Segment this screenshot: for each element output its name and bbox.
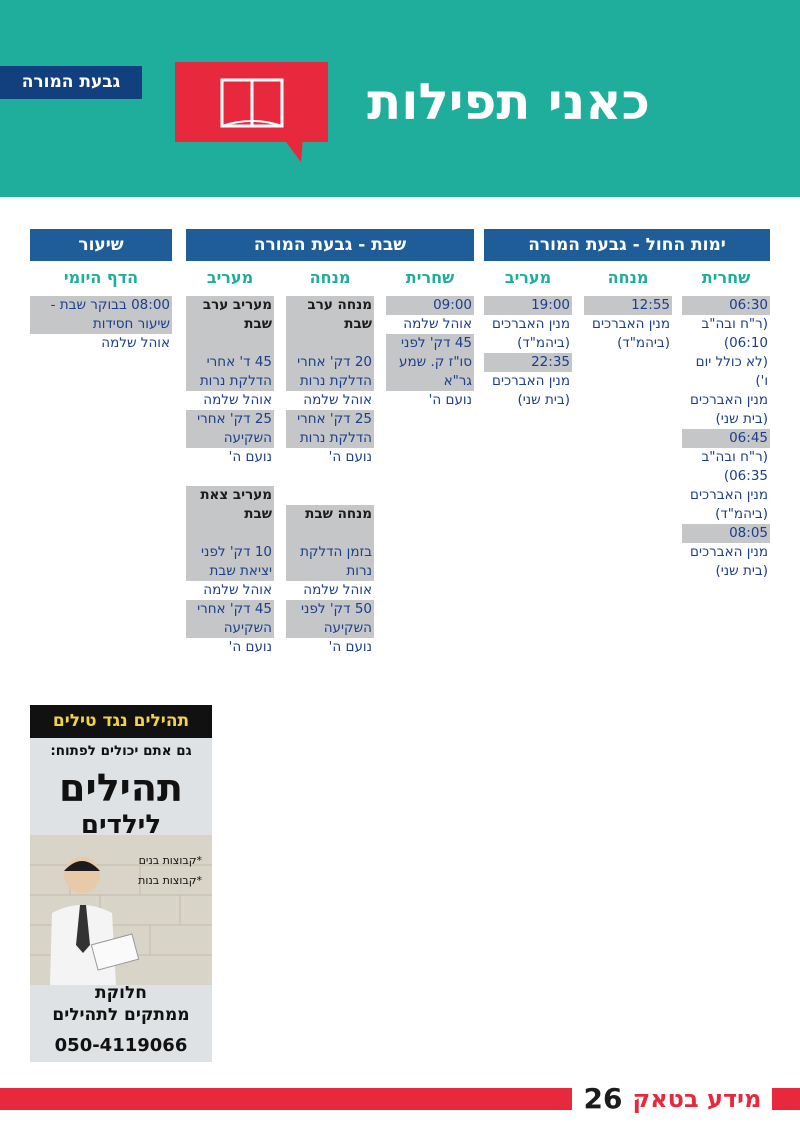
schedule-cell: 25 דק' אחרי הדלקת נרות xyxy=(286,410,374,448)
schedule-cell: 22:35 xyxy=(484,353,572,372)
schedule-cell: אוהל שלמה xyxy=(203,582,272,598)
schedule-cell: 08:00 בבוקר שבת - שיעור חסידות xyxy=(30,296,172,334)
schedule-cell: אוהל שלמה xyxy=(203,392,272,408)
ad-caption-1: חלוקת xyxy=(95,983,147,1003)
schedule-cell: 19:00 xyxy=(484,296,572,315)
schedule-cell: 08:05 xyxy=(682,524,770,543)
schedule-cell: 50 דק' לפני השקיעה xyxy=(286,600,374,638)
schedule-cell: 20 דק' אחרי הדלקת נרות xyxy=(286,353,374,391)
ad-subtitle: גם אתם יכולים לפתוח: xyxy=(50,743,192,759)
ad-bullet-boys: *קבוצות בנים xyxy=(138,854,202,867)
cell-spacer xyxy=(286,486,374,505)
section-shiur: שיעור xyxy=(30,229,172,261)
schedule-cell: אוהל שלמה xyxy=(403,316,472,332)
column-shabbat-mincha xyxy=(286,296,374,657)
schedule-cell: מנין האברכים (בית שני) xyxy=(690,544,768,579)
heading-shabbat-mincha: מנחה xyxy=(309,268,351,287)
section-shabbat: שבת - גבעת המורה xyxy=(186,229,474,261)
schedule-cell: מנין האברכים (ביהמ"ד) xyxy=(592,316,670,351)
cell-spacer xyxy=(186,524,274,543)
cell-spacer xyxy=(286,524,374,543)
heading-weekday-shacharit: שחרית xyxy=(701,268,751,287)
schedule-cell: נועם ה' xyxy=(228,449,272,465)
schedule-cell: מנחה שבת xyxy=(286,505,374,524)
ad-banner: תהילים נגד טילים xyxy=(30,705,212,738)
schedule-cell: 06:45 xyxy=(682,429,770,448)
ad-caption-2: ממתקים לתהילים xyxy=(52,1005,190,1025)
schedule-cell: מנין האברכים (בית שני) xyxy=(492,373,570,408)
schedule-cell: 45 דק' אחרי השקיעה xyxy=(186,600,274,638)
schedule-cell: אוהל שלמה xyxy=(101,335,170,351)
schedule-cell: 09:00 xyxy=(386,296,474,315)
brand-logo: מידע בטאק xyxy=(632,1085,762,1113)
heading-weekday-mincha: מנחה xyxy=(607,268,649,287)
area-label: גבעת המורה xyxy=(0,66,142,99)
heading-shabbat-shacharit: שחרית xyxy=(405,268,455,287)
schedule-cell: מנין האברכים (בית שני) xyxy=(690,392,768,427)
column-daf-yomi xyxy=(30,296,172,353)
heading-weekday-maariv: מעריב xyxy=(504,268,552,287)
schedule-cell: 06:30 xyxy=(682,296,770,315)
ad-big-title-1: תהילים xyxy=(59,766,183,810)
schedule-cell: מעריב ערב שבת xyxy=(186,296,274,334)
column-weekday-shacharit xyxy=(682,296,770,581)
column-weekday-mincha xyxy=(584,296,672,353)
schedule-cell: נועם ה' xyxy=(328,449,372,465)
schedule-cell: 45 דק' לפני סו"ז ק. שמע גר"א xyxy=(386,334,474,391)
ad-bullets xyxy=(138,851,202,891)
schedule-cell: מנין האברכים (ביהמ"ד) xyxy=(690,487,768,522)
schedule-cell: 10 דק' לפני יציאת שבת xyxy=(186,543,274,581)
schedule-cell: מנחה ערב שבת xyxy=(286,296,374,334)
cell-spacer xyxy=(286,467,374,486)
section-weekdays: ימות החול - גבעת המורה xyxy=(484,229,770,261)
page-title: כאני תפילות xyxy=(367,73,650,131)
speech-bubble-tail xyxy=(283,138,303,162)
heading-daf-yomi: הדף היומי xyxy=(63,268,139,287)
ad-big-title-2: לילדים xyxy=(80,810,162,840)
schedule-cell: מנין האברכים (ביהמ"ד) xyxy=(492,316,570,351)
heading-shabbat-maariv: מעריב xyxy=(206,268,254,287)
schedule-cell: 45 ד' אחרי הדלקת נרות xyxy=(186,353,274,391)
schedule-cell: (לא כולל יום ו') xyxy=(695,354,768,389)
cell-spacer xyxy=(186,467,274,486)
ad-bullet-girls: *קבוצות בנות xyxy=(138,874,202,887)
schedule-cell: נועם ה' xyxy=(228,639,272,655)
schedule-cell: 12:55 xyxy=(584,296,672,315)
open-book-icon xyxy=(218,74,286,130)
ad-phone: 050-4119066 xyxy=(54,1035,188,1056)
cell-spacer xyxy=(186,334,274,353)
schedule-cell: 25 דק' אחרי השקיעה xyxy=(186,410,274,448)
schedule-cell: נועם ה' xyxy=(328,639,372,655)
schedule-cell: בזמן הדלקת נרות xyxy=(286,543,374,581)
schedule-cell: אוהל שלמה xyxy=(303,392,372,408)
schedule-cell: (ר"ח ובה"ב 06:35) xyxy=(701,449,768,484)
tehillim-ad xyxy=(30,705,212,1062)
schedule-cell: מעריב צאת שבת xyxy=(186,486,274,524)
schedule-cell: (ר"ח ובה"ב 06:10) xyxy=(701,316,768,351)
column-weekday-maariv xyxy=(484,296,572,410)
column-shabbat-shacharit xyxy=(386,296,474,410)
page-number: 26 xyxy=(583,1082,623,1115)
schedule-cell: אוהל שלמה xyxy=(303,582,372,598)
cell-spacer xyxy=(286,334,374,353)
schedule-cell: נועם ה' xyxy=(428,392,472,408)
column-shabbat-maariv xyxy=(186,296,274,657)
